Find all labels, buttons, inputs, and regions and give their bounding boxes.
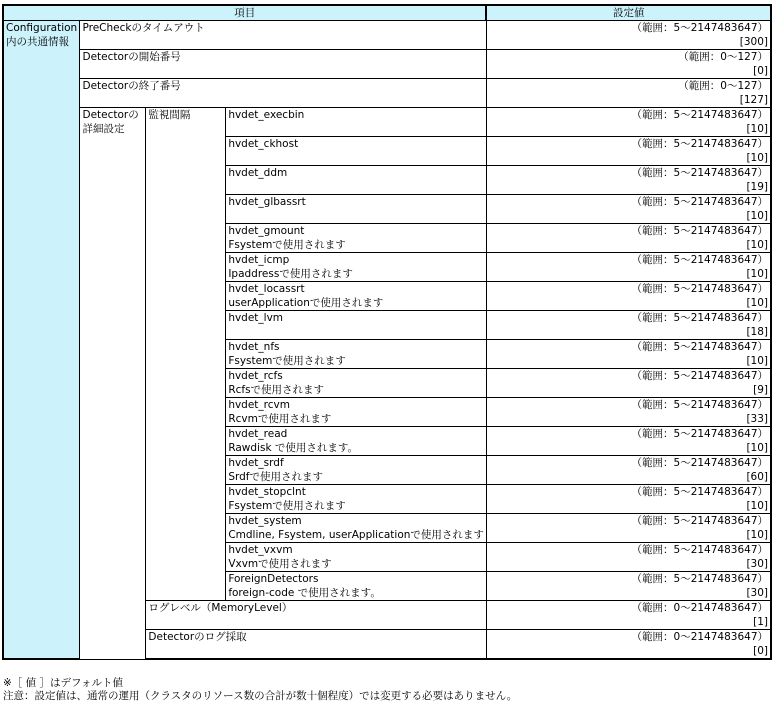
value-cell <box>486 311 771 340</box>
default-value: [10] <box>746 442 768 454</box>
range-text: （範囲：0～127） <box>678 80 768 92</box>
range-text: （範囲：5～2147483647） <box>631 486 768 498</box>
item-label: Detectorの終了番号 <box>80 79 486 108</box>
detector-note: userApplicationで使用されます <box>228 297 384 309</box>
detector-cell <box>226 137 487 166</box>
value-cell <box>486 572 771 601</box>
default-value: [10] <box>746 500 768 512</box>
detector-name: hvdet_system <box>228 515 302 527</box>
detector-cell <box>226 514 487 543</box>
detector-note: Rcfsで使用されます <box>228 384 325 396</box>
default-value: [10] <box>746 297 768 309</box>
range-text: （範囲：5～2147483647） <box>631 283 768 295</box>
detector-name: hvdet_read <box>228 428 288 440</box>
range-text: （範囲：5～2147483647） <box>631 138 768 150</box>
range-text: （範囲：5～2147483647） <box>631 312 768 324</box>
value-cell <box>486 485 771 514</box>
range-text: （範囲：0～2147483647） <box>631 631 768 643</box>
value-cell <box>486 630 771 660</box>
detector-name: ForeignDetectors <box>228 573 319 585</box>
detector-name: hvdet_srdf <box>228 457 284 469</box>
default-value: [19] <box>746 181 768 193</box>
log-collect-label: Detectorのログ採取 <box>146 630 486 660</box>
detector-detail-label: Detectorの詳細設定 <box>80 108 146 660</box>
detector-name: hvdet_lvm <box>228 312 284 324</box>
default-value: [10] <box>746 239 768 251</box>
range-text: （範囲：5～2147483647） <box>631 515 768 527</box>
detector-name: hvdet_ckhost <box>228 138 299 150</box>
range-text: （範囲：5～2147483647） <box>631 167 768 179</box>
value-cell <box>486 195 771 224</box>
detector-cell <box>226 282 487 311</box>
header-value: 設定値 <box>486 5 771 21</box>
range-text: （範囲：5～2147483647） <box>631 22 768 34</box>
detector-cell <box>226 456 487 485</box>
detector-name: hvdet_gmount <box>228 225 305 237</box>
detector-name: hvdet_execbin <box>228 109 305 121</box>
default-value: [30] <box>746 587 768 599</box>
table-row <box>3 79 771 108</box>
default-value: [10] <box>746 152 768 164</box>
value-cell <box>486 369 771 398</box>
default-value: [60] <box>746 471 768 483</box>
default-value: [9] <box>753 384 768 396</box>
detector-note: Cmdline, Fsystem, userApplicationで使用されます <box>228 529 484 541</box>
value-cell <box>486 108 771 137</box>
default-value: [18] <box>746 326 768 338</box>
detector-cell <box>226 224 487 253</box>
value-cell <box>486 456 771 485</box>
detector-note: Vxvmで使用されます <box>228 558 332 570</box>
detector-name: hvdet_stopclnt <box>228 486 306 498</box>
value-cell <box>486 601 771 630</box>
footnote-default: ※［ 値 ］はデフォルト値 <box>3 677 123 689</box>
detector-cell <box>226 311 487 340</box>
value-cell <box>486 253 771 282</box>
value-cell <box>486 427 771 456</box>
detector-cell <box>226 108 487 137</box>
detector-cell <box>226 543 487 572</box>
range-text: （範囲：5～2147483647） <box>631 370 768 382</box>
value-cell <box>486 137 771 166</box>
value-cell <box>486 79 771 108</box>
value-cell <box>486 543 771 572</box>
value-cell <box>486 21 771 50</box>
range-text: （範囲：5～2147483647） <box>631 341 768 353</box>
value-cell <box>486 282 771 311</box>
detector-note: foreign-code で使用されます。 <box>228 587 381 599</box>
detector-name: hvdet_rcfs <box>228 370 283 382</box>
detector-note: Rawdisk で使用されます。 <box>228 442 359 454</box>
range-text: （範囲：0～2147483647） <box>631 602 768 614</box>
table-row <box>3 21 771 50</box>
table-row <box>3 50 771 79</box>
detector-name: hvdet_icmp <box>228 254 290 266</box>
detector-note: Fsystemで使用されます <box>228 500 346 512</box>
default-value: [127] <box>739 94 768 106</box>
header-row <box>3 5 771 21</box>
detector-cell <box>226 427 487 456</box>
default-value: [30] <box>746 558 768 570</box>
detector-name: hvdet_ddm <box>228 167 288 179</box>
value-cell <box>486 224 771 253</box>
table-body <box>3 21 771 660</box>
value-cell <box>486 340 771 369</box>
detector-name: hvdet_nfs <box>228 341 280 353</box>
detector-note: Fsystemで使用されます <box>228 355 346 367</box>
range-text: （範囲：5～2147483647） <box>631 457 768 469</box>
default-value: [10] <box>746 529 768 541</box>
detector-cell <box>226 166 487 195</box>
detector-note: Ipaddressで使用されます <box>228 268 353 280</box>
detector-note: Fsystemで使用されます <box>228 239 346 251</box>
config-label: Configuration内の共通情報 <box>3 21 80 660</box>
range-text: （範囲：5～2147483647） <box>631 573 768 585</box>
detector-name: hvdet_vxvm <box>228 544 293 556</box>
header-item: 項目 <box>3 5 486 21</box>
detector-cell <box>226 398 487 427</box>
item-label: Detectorの開始番号 <box>80 50 486 79</box>
default-value: [33] <box>746 413 768 425</box>
range-text: （範囲：5～2147483647） <box>631 544 768 556</box>
default-value: [0] <box>753 645 768 657</box>
range-text: （範囲：5～2147483647） <box>631 196 768 208</box>
detector-note: Srdfで使用されます <box>228 471 323 483</box>
range-text: （範囲：5～2147483647） <box>631 399 768 411</box>
detector-cell <box>226 572 487 601</box>
default-value: [300] <box>739 36 768 48</box>
detector-cell <box>226 253 487 282</box>
detector-name: hvdet_glbassrt <box>228 196 306 208</box>
default-value: [10] <box>746 210 768 222</box>
footnote-caution: 注意：設定値は、通常の運用（クラスタのリソース数の合計が数十個程度）では変更する必要はありません。 <box>3 690 518 702</box>
default-value: [1] <box>753 616 768 628</box>
detector-cell <box>226 195 487 224</box>
detector-cell <box>226 485 487 514</box>
value-cell <box>486 166 771 195</box>
detector-note: Rcvmで使用されます <box>228 413 332 425</box>
default-value: [10] <box>746 355 768 367</box>
range-text: （範囲：0～127） <box>678 51 768 63</box>
default-value: [10] <box>746 268 768 280</box>
range-text: （範囲：5～2147483647） <box>631 428 768 440</box>
settings-table <box>2 4 772 660</box>
log-level-label: ログレベル（MemoryLevel） <box>146 601 486 630</box>
default-value: [0] <box>753 65 768 77</box>
detector-cell <box>226 369 487 398</box>
value-cell <box>486 398 771 427</box>
range-text: （範囲：5～2147483647） <box>631 109 768 121</box>
detector-name: hvdet_locassrt <box>228 283 305 295</box>
interval-label: 監視間隔 <box>146 108 226 601</box>
value-cell <box>486 514 771 543</box>
detector-name: hvdet_rcvm <box>228 399 290 411</box>
range-text: （範囲：5～2147483647） <box>631 254 768 266</box>
footnotes <box>3 677 517 703</box>
default-value: [10] <box>746 123 768 135</box>
detector-cell <box>226 340 487 369</box>
item-label: PreCheckのタイムアウト <box>80 21 486 50</box>
value-cell <box>486 50 771 79</box>
table-row <box>3 108 771 137</box>
range-text: （範囲：5～2147483647） <box>631 225 768 237</box>
